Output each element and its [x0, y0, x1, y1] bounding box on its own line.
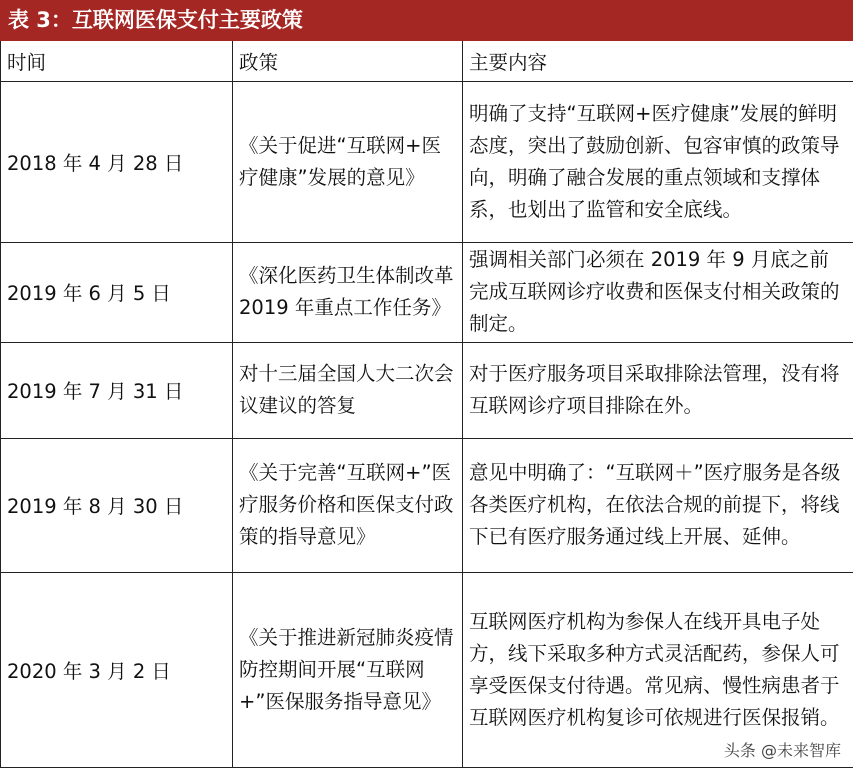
table-header-row: [1, 41, 853, 81]
cell-policy: 《关于促进“互联网+医疗健康”发展的意见》: [233, 81, 463, 242]
header-time: 时间: [1, 41, 233, 81]
policy-table: [0, 41, 853, 768]
cell-time: 2019 年 6 月 5 日: [1, 242, 233, 342]
cell-time: 2018 年 4 月 28 日: [1, 81, 233, 242]
cell-policy: 《关于完善“互联网+”医疗服务价格和医保支付政策的指导意见》: [233, 438, 463, 572]
table-row: [1, 342, 853, 438]
table-row: [1, 438, 853, 572]
table-title: 表 3：互联网医保支付主要政策: [0, 0, 853, 41]
cell-content: 对于医疗服务项目采取排除法管理，没有将互联网诊疗项目排除在外。: [463, 342, 853, 438]
cell-content: 强调相关部门必须在 2019 年 9 月底之前完成互联网诊疗收费和医保支付相关政策的制定。: [463, 242, 853, 342]
cell-policy: 对十三届全国人大二次会议建议的答复: [233, 342, 463, 438]
cell-policy: 《深化医药卫生体制改革 2019 年重点工作任务》: [233, 242, 463, 342]
cell-content: 意见中明确了：“互联网＋”医疗服务是各级各类医疗机构，在依法合规的前提下，将线下已有医疗服务通过线上开展、延伸。: [463, 438, 853, 572]
cell-content: 明确了支持“互联网+医疗健康”发展的鲜明态度，突出了鼓励创新、包容审慎的政策导向，明确了融合发展的重点领域和支撑体系，也划出了监管和安全底线。: [463, 81, 853, 242]
cell-content: 互联网医疗机构为参保人在线开具电子处方，线下采取多种方式灵活配药，参保人可享受医保支付待遇。常见病、慢性病患者于互联网医疗机构复诊可依规进行医保报销。: [463, 572, 853, 767]
watermark: 头条 @未来智库: [722, 738, 843, 761]
cell-time: 2019 年 7 月 31 日: [1, 342, 233, 438]
cell-policy: 《关于推进新冠肺炎疫情防控期间开展“互联网+”医保服务指导意见》: [233, 572, 463, 767]
cell-time: 2019 年 8 月 30 日: [1, 438, 233, 572]
cell-time: 2020 年 3 月 2 日: [1, 572, 233, 767]
header-content: 主要内容: [463, 41, 853, 81]
header-policy: 政策: [233, 41, 463, 81]
table-row: [1, 81, 853, 242]
table-row: [1, 242, 853, 342]
